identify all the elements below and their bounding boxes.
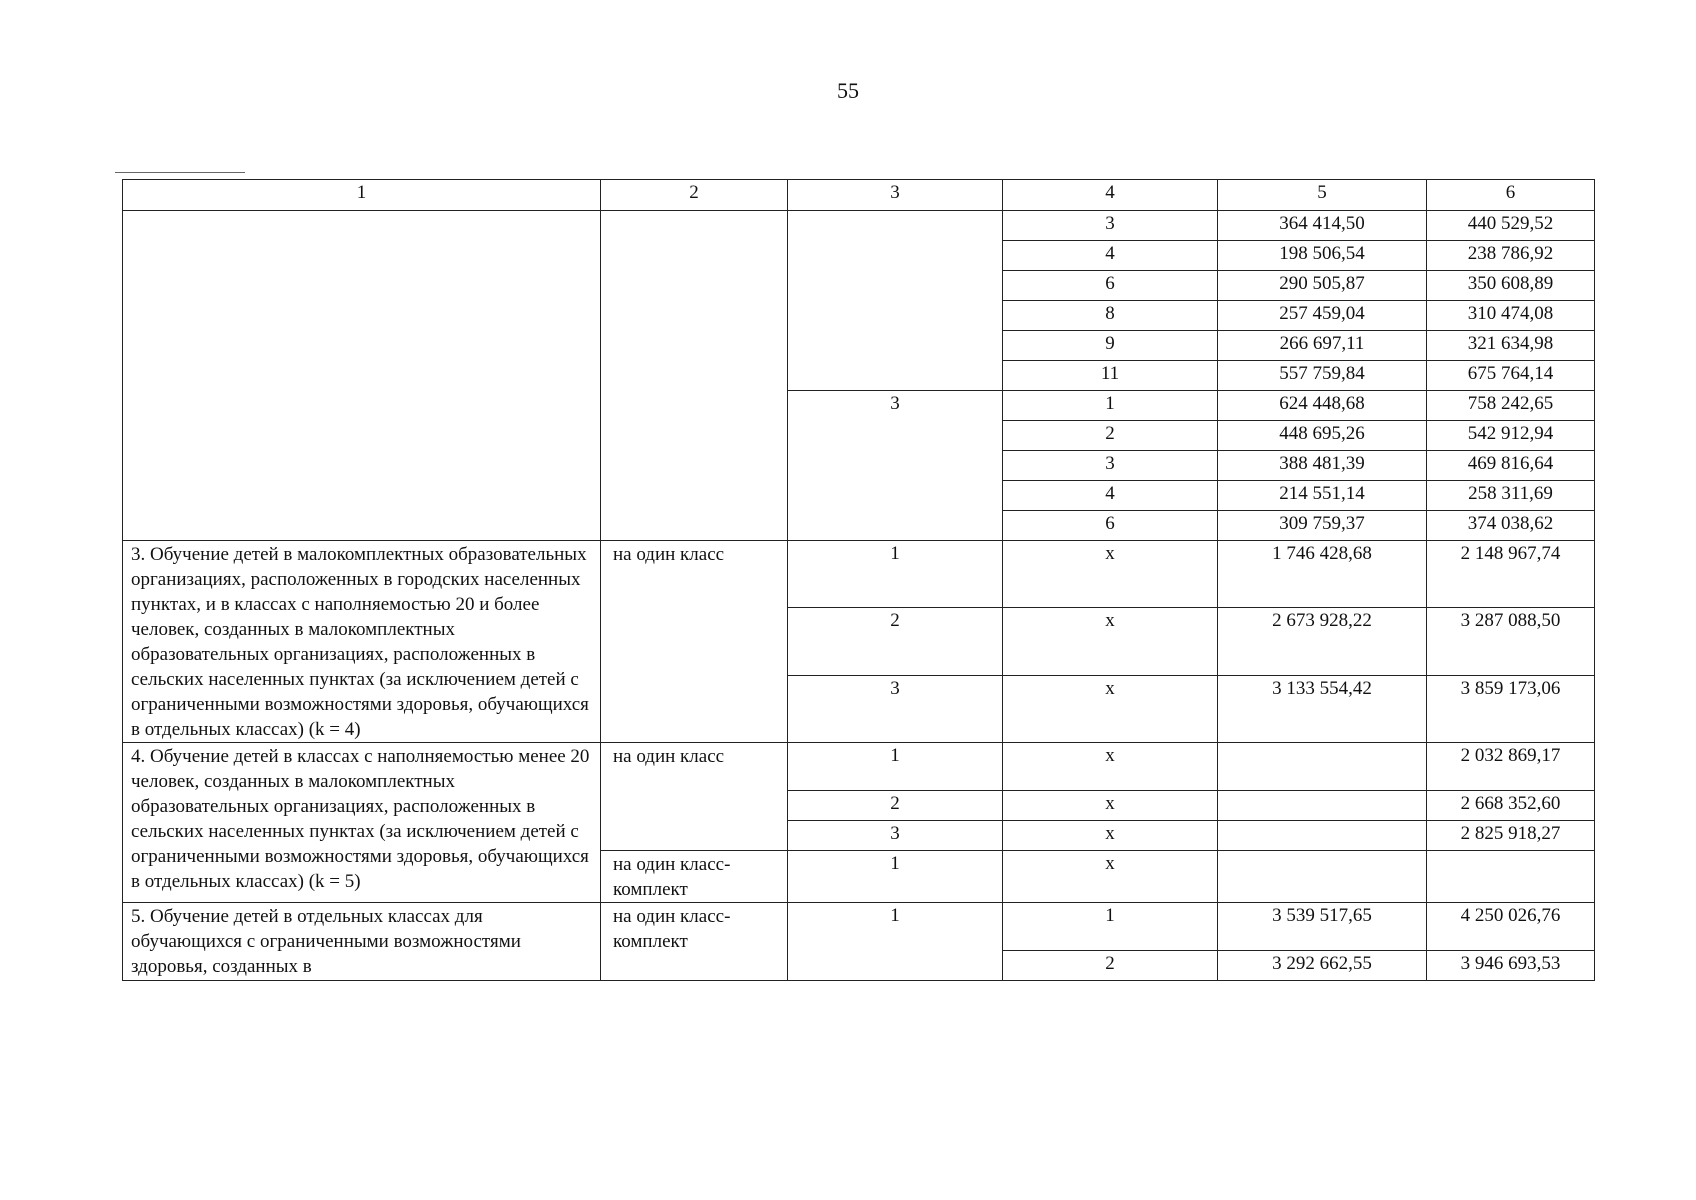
cell-c4: 3 (1003, 211, 1218, 241)
cell-c5: 1 746 428,68 (1218, 541, 1427, 608)
cell-c3: 3 (788, 821, 1003, 851)
cell-c6: 2 825 918,27 (1427, 821, 1595, 851)
header-cell: 5 (1218, 180, 1427, 211)
cell-c6: 675 764,14 (1427, 361, 1595, 391)
cell-c4: 6 (1003, 511, 1218, 541)
cell-c4: х (1003, 608, 1218, 675)
cell-c6: 469 816,64 (1427, 451, 1595, 481)
cell-c4: х (1003, 821, 1218, 851)
continuation-c3-cell (788, 211, 1003, 391)
table-row (123, 903, 1595, 951)
cell-c4: 4 (1003, 241, 1218, 271)
cell-c6: 238 786,92 (1427, 241, 1595, 271)
cell-c5: 266 697,11 (1218, 331, 1427, 361)
cell-c3: 1 (788, 541, 1003, 608)
section5-description: 5. Обучение детей в отдельных классах для обучающихся с ограниченными возможностями здоровья, созданных в (123, 903, 601, 981)
continuation-desc-cell (123, 211, 601, 541)
cell-c5: 290 505,87 (1218, 271, 1427, 301)
cell-c6: 310 474,08 (1427, 301, 1595, 331)
section5-unit: на один класс-комплект (601, 903, 788, 981)
cell-c4: 1 (1003, 391, 1218, 421)
continuation-unit-cell (601, 211, 788, 541)
cost-norms-table (122, 179, 1595, 981)
cell-c6: 758 242,65 (1427, 391, 1595, 421)
cell-c6: 3 946 693,53 (1427, 951, 1595, 981)
cell-c3: 1 (788, 743, 1003, 791)
header-row (123, 180, 1595, 211)
cell-c5: 448 695,26 (1218, 421, 1427, 451)
cell-c5 (1218, 821, 1427, 851)
cell-c6: 258 311,69 (1427, 481, 1595, 511)
cell-c3: 2 (788, 791, 1003, 821)
cell-c6: 2 148 967,74 (1427, 541, 1595, 608)
cell-c5: 3 292 662,55 (1218, 951, 1427, 981)
table-row (123, 211, 1595, 241)
cell-c3: 2 (788, 608, 1003, 675)
section3-description: 3. Обучение детей в малокомплектных образовательных организациях, расположенных в городских населенных пунктах, и в классах с наполняемостью 20 и более человек, созданных в малокомплектных образовательных организациях, расположенных в сельских населенных пунктах (за исключением детей с ограниченными возможностями здоровья, обучающихся в отдельных классах) (k = 4) (123, 541, 601, 743)
cell-c4: х (1003, 791, 1218, 821)
header-cell: 4 (1003, 180, 1218, 211)
cell-c4: 1 (1003, 903, 1218, 951)
cell-c5: 557 759,84 (1218, 361, 1427, 391)
cell-c6: 374 038,62 (1427, 511, 1595, 541)
cell-c5: 3 539 517,65 (1218, 903, 1427, 951)
table-row (123, 541, 1595, 608)
section4-unit-class-set: на один класс-комплект (601, 851, 788, 903)
cell-c4: х (1003, 851, 1218, 903)
cell-c5: 3 133 554,42 (1218, 675, 1427, 742)
cell-c6: 2 668 352,60 (1427, 791, 1595, 821)
cell-c5: 388 481,39 (1218, 451, 1427, 481)
cell-c4: 8 (1003, 301, 1218, 331)
page-number: 55 (837, 78, 859, 103)
cell-c6: 2 032 869,17 (1427, 743, 1595, 791)
cell-c4: х (1003, 743, 1218, 791)
cell-c5: 364 414,50 (1218, 211, 1427, 241)
cell-c4: х (1003, 675, 1218, 742)
cell-c5: 257 459,04 (1218, 301, 1427, 331)
cell-c5: 198 506,54 (1218, 241, 1427, 271)
cell-c6: 4 250 026,76 (1427, 903, 1595, 951)
cell-c3: 1 (788, 903, 1003, 981)
cell-c4: 2 (1003, 421, 1218, 451)
cell-c6: 3 859 173,06 (1427, 675, 1595, 742)
header-cell: 3 (788, 180, 1003, 211)
cell-c4: 9 (1003, 331, 1218, 361)
cell-c6: 542 912,94 (1427, 421, 1595, 451)
header-cell: 1 (123, 180, 601, 211)
cell-c6: 3 287 088,50 (1427, 608, 1595, 675)
cell-c6 (1427, 851, 1595, 903)
cell-c4: 3 (1003, 451, 1218, 481)
cell-c5: 214 551,14 (1218, 481, 1427, 511)
cell-c5: 2 673 928,22 (1218, 608, 1427, 675)
cell-c4: 4 (1003, 481, 1218, 511)
header-cell: 6 (1427, 180, 1595, 211)
table-row (123, 743, 1595, 791)
cell-c3: 1 (788, 851, 1003, 903)
cell-c4: 6 (1003, 271, 1218, 301)
cell-c4: 2 (1003, 951, 1218, 981)
cell-c3: 3 (788, 391, 1003, 541)
cell-c5 (1218, 791, 1427, 821)
header-cell: 2 (601, 180, 788, 211)
cell-c4: 11 (1003, 361, 1218, 391)
cell-c5: 309 759,37 (1218, 511, 1427, 541)
section3-unit: на один класс (601, 541, 788, 743)
cell-c6: 440 529,52 (1427, 211, 1595, 241)
cell-c6: 350 608,89 (1427, 271, 1595, 301)
cell-c5: 624 448,68 (1218, 391, 1427, 421)
cell-c4: х (1003, 541, 1218, 608)
cell-c6: 321 634,98 (1427, 331, 1595, 361)
header-rule (115, 172, 245, 173)
section4-description: 4. Обучение детей в классах с наполняемостью менее 20 человек, созданных в малокомплектных образовательных организациях, расположенных в сельских населенных пунктах (за исключением детей с ограниченными возможностями здоровья, обучающихся в отдельных классах) (k = 5) (123, 743, 601, 903)
cell-c5 (1218, 851, 1427, 903)
cell-c5 (1218, 743, 1427, 791)
cell-c3: 3 (788, 675, 1003, 742)
section4-unit-class: на один класс (601, 743, 788, 851)
